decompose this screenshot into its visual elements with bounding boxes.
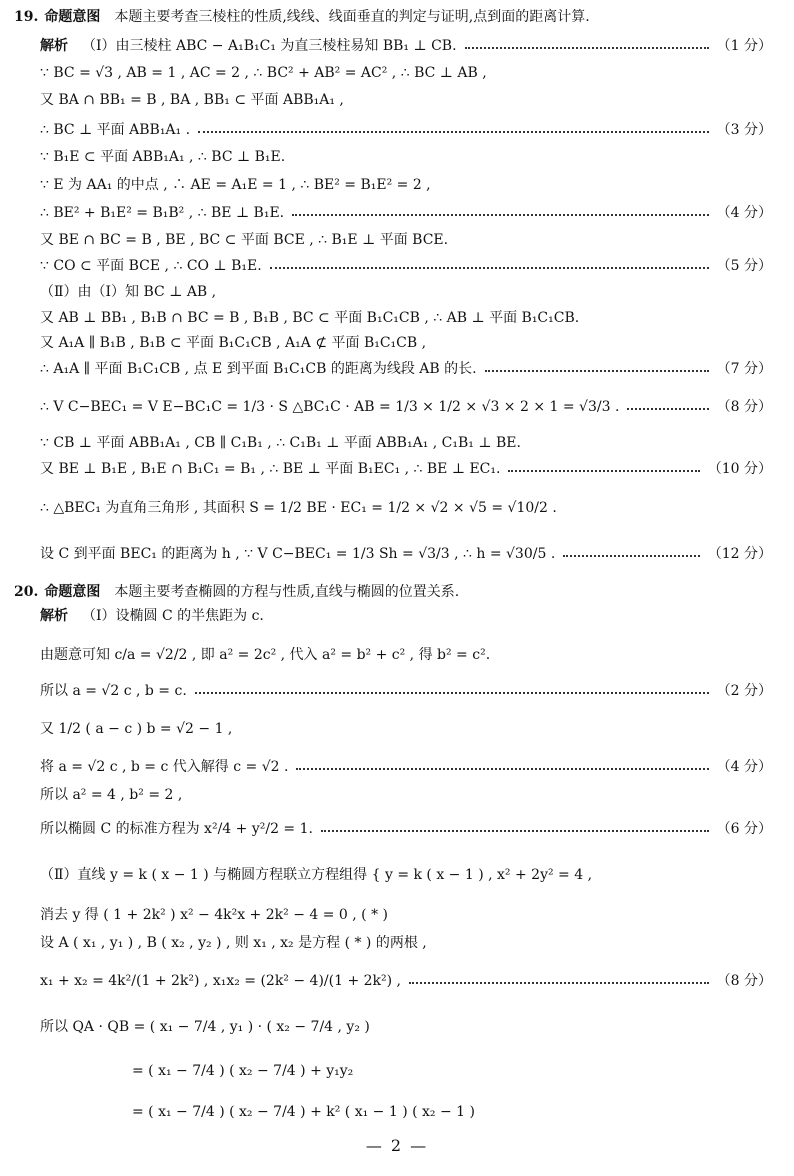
q19-line-points: （1 分）	[716, 38, 772, 54]
q19-line-6	[40, 204, 772, 222]
q19-line-points: （7 分）	[716, 361, 772, 377]
q19-line-text: 又 AB ⊥ BB₁ , B₁B ∩ BC = B , B₁B , BC ⊂ 平面 B₁C₁CB , ∴ AB ⊥ 平面 B₁C₁CB.	[40, 310, 580, 326]
q20-line-12	[132, 1062, 772, 1080]
q19-line-text: 又 BE ⊥ B₁E , B₁E ∩ B₁C₁ = B₁ , ∴ BE ⊥ 平面 B₁EC₁ , ∴ BE ⊥ EC₁.	[40, 461, 501, 477]
dotted-leader	[409, 982, 709, 984]
q19-intent-text: 本题主要考查三棱柱的性质,线线、线面垂直的判定与证明,点到面的距离计算.	[114, 9, 590, 25]
q20-line-2	[40, 682, 772, 700]
q20-line-points: （4 分）	[716, 759, 772, 775]
q19-intent-line	[14, 8, 772, 26]
q19-line-9	[40, 283, 772, 301]
q19-line-text: ∵ CB ⊥ 平面 ABB₁A₁ , CB ∥ C₁B₁ , ∴ C₁B₁ ⊥ 平面 ABB₁A₁ , C₁B₁ ⊥ BE.	[40, 435, 521, 451]
q19-line-7	[40, 231, 772, 249]
q19-line-3	[40, 121, 772, 139]
q19-line-text: ∴ BC ⊥ 平面 ABB₁A₁ .	[40, 122, 191, 138]
q20-jiexi-label: 解析	[40, 608, 68, 624]
q19-line-16	[40, 499, 772, 517]
q20-line-5	[40, 786, 772, 804]
dotted-leader	[198, 131, 709, 133]
q19-line-points: （12 分）	[707, 546, 772, 562]
q19-line-points: （5 分）	[716, 258, 772, 274]
dotted-leader	[321, 830, 709, 832]
q20-line-text: （Ⅰ）设椭圆 C 的半焦距为 c.	[82, 608, 264, 624]
q19-line-17	[40, 545, 772, 563]
dotted-leader	[508, 470, 699, 472]
q20-line-text: = ( x₁ − 7/4 ) ( x₂ − 7/4 ) + k² ( x₁ − 1 ) ( x₂ − 1 )	[132, 1104, 475, 1120]
q20-line-text: x₁ + x₂ = 4k²/(1 + 2k²) , x₁x₂ = (2k² − 4)/(1 + 2k²) ,	[40, 973, 402, 989]
q19-line-text: 又 BA ∩ BB₁ = B , BA , BB₁ ⊂ 平面 ABB₁A₁ ,	[40, 92, 344, 108]
q20-line-4	[40, 758, 772, 776]
q20-line-points: （6 分）	[716, 821, 772, 837]
q19-line-8	[40, 257, 772, 275]
q20-line-10	[40, 972, 772, 990]
q19-line-text: （Ⅰ）由三棱柱 ABC − A₁B₁C₁ 为直三棱柱易知 BB₁ ⊥ CB.	[82, 38, 457, 54]
q20-line-0	[40, 607, 772, 625]
q20-line-text: 由题意可知 c/a = √2/2 , 即 a² = 2c² , 代入 a² = b² + c² , 得 b² = c².	[40, 647, 491, 663]
q20-line-text: = ( x₁ − 7/4 ) ( x₂ − 7/4 ) + y₁y₂	[132, 1063, 354, 1079]
q20-line-7	[40, 866, 772, 884]
q20-line-text: 消去 y 得 ( 1 + 2k² ) x² − 4k²x + 2k² − 4 = 0 , ( * )	[40, 907, 388, 923]
q19-line-points: （3 分）	[716, 122, 772, 138]
dotted-leader	[292, 214, 709, 216]
q19-line-text: 设 C 到平面 BEC₁ 的距离为 h , ∵ V C−BEC₁ = 1/3 Sh = √3/3 , ∴ h = √30/5 .	[40, 546, 556, 562]
q20-intent-text: 本题主要考查椭圆的方程与性质,直线与椭圆的位置关系.	[114, 584, 460, 600]
q20-line-text: 将 a = √2 c , b = c 代入解得 c = √2 .	[40, 759, 289, 775]
dotted-leader	[627, 408, 708, 410]
q19-line-13	[40, 398, 772, 416]
q19-line-14	[40, 434, 772, 452]
dotted-leader	[485, 370, 709, 372]
q20-number: 20.	[14, 584, 39, 600]
q20-line-1	[40, 646, 772, 664]
q19-line-points: （10 分）	[707, 461, 772, 477]
q19-line-2	[40, 91, 772, 109]
q19-number: 19.	[14, 9, 39, 25]
q20-line-13	[132, 1103, 772, 1121]
dotted-leader	[465, 47, 709, 49]
q19-line-text: ∵ BC = √3 , AB = 1 , AC = 2 , ∴ BC² + AB² = AC² , ∴ BC ⊥ AB ,	[40, 65, 487, 81]
q20-line-text: 所以椭圆 C 的标准方程为 x²/4 + y²/2 = 1.	[40, 821, 313, 837]
q19-line-text: ∴ △BEC₁ 为直角三角形 , 其面积 S = 1/2 BE · EC₁ = 1/2 × √2 × √5 = √10/2 .	[40, 500, 557, 516]
q19-line-points: （8 分）	[716, 399, 772, 415]
q19-line-text: ∴ V C−BEC₁ = V E−BC₁C = 1/3 · S △BC₁C · AB = 1/3 × 1/2 × √3 × 2 × 1 = √3/3 .	[40, 399, 620, 415]
dotted-leader	[195, 692, 709, 694]
q20-line-text: 所以 a = √2 c , b = c.	[40, 683, 187, 699]
q20-intent-line	[14, 583, 772, 601]
q20-line-text: （Ⅱ）直线 y = k ( x − 1 ) 与椭圆方程联立方程组得 { y = k ( x − 1 ) , x² + 2y² = 4 ,	[40, 867, 593, 883]
q19-line-0	[40, 37, 772, 55]
q19-jiexi-label: 解析	[40, 38, 68, 54]
q20-line-3	[40, 720, 772, 738]
dotted-leader	[270, 267, 709, 269]
q19-line-1	[40, 64, 772, 82]
q20-line-text: 设 A ( x₁ , y₁ ) , B ( x₂ , y₂ ) , 则 x₁ , x₂ 是方程 ( * ) 的两根 ,	[40, 935, 427, 951]
dotted-leader	[296, 768, 708, 770]
q20-line-11	[40, 1018, 772, 1036]
q20-line-text: 又 1/2 ( a − c ) b = √2 − 1 ,	[40, 721, 233, 737]
q19-line-10	[40, 309, 772, 327]
q19-intent-label: 命题意图	[44, 9, 101, 25]
q19-line-text: （Ⅱ）由（Ⅰ）知 BC ⊥ AB ,	[40, 284, 217, 300]
q19-line-text: ∵ E 为 AA₁ 的中点 , ∴ AE = A₁E = 1 , ∴ BE² = B₁E² = 2 ,	[40, 177, 431, 193]
q19-line-text: ∵ CO ⊂ 平面 BCE , ∴ CO ⊥ B₁E.	[40, 258, 262, 274]
q19-line-text: ∵ B₁E ⊂ 平面 ABB₁A₁ , ∴ BC ⊥ B₁E.	[40, 149, 286, 165]
q19-line-5	[40, 176, 772, 194]
q20-line-points: （8 分）	[716, 973, 772, 989]
q20-line-9	[40, 934, 772, 952]
q20-line-text: 所以 a² = 4 , b² = 2 ,	[40, 787, 183, 803]
q19-line-text: ∴ BE² + B₁E² = B₁B² , ∴ BE ⊥ B₁E.	[40, 205, 285, 221]
q19-line-11	[40, 334, 772, 352]
q20-line-text: 所以 QA · QB = ( x₁ − 7/4 , y₁ ) · ( x₂ − 7/4 , y₂ )	[40, 1019, 370, 1035]
q19-line-12	[40, 360, 772, 378]
q20-intent-label: 命题意图	[44, 584, 101, 600]
q19-line-text: ∴ A₁A ∥ 平面 B₁C₁CB , 点 E 到平面 B₁C₁CB 的距离为线段 AB 的长.	[40, 361, 477, 377]
q20-line-6	[40, 820, 772, 838]
page-number: — 2 —	[365, 1136, 429, 1155]
q19-line-4	[40, 148, 772, 166]
dotted-leader	[563, 555, 699, 557]
q19-line-points: （4 分）	[716, 205, 772, 221]
q20-line-8	[40, 906, 772, 924]
q19-line-text: 又 A₁A ∥ B₁B , B₁B ⊂ 平面 B₁C₁CB , A₁A ⊄ 平面 B₁C₁CB ,	[40, 335, 427, 351]
q19-line-15	[40, 460, 772, 478]
q20-line-points: （2 分）	[716, 683, 772, 699]
q19-line-text: 又 BE ∩ BC = B , BE , BC ⊂ 平面 BCE , ∴ B₁E ⊥ 平面 BCE.	[40, 232, 449, 248]
